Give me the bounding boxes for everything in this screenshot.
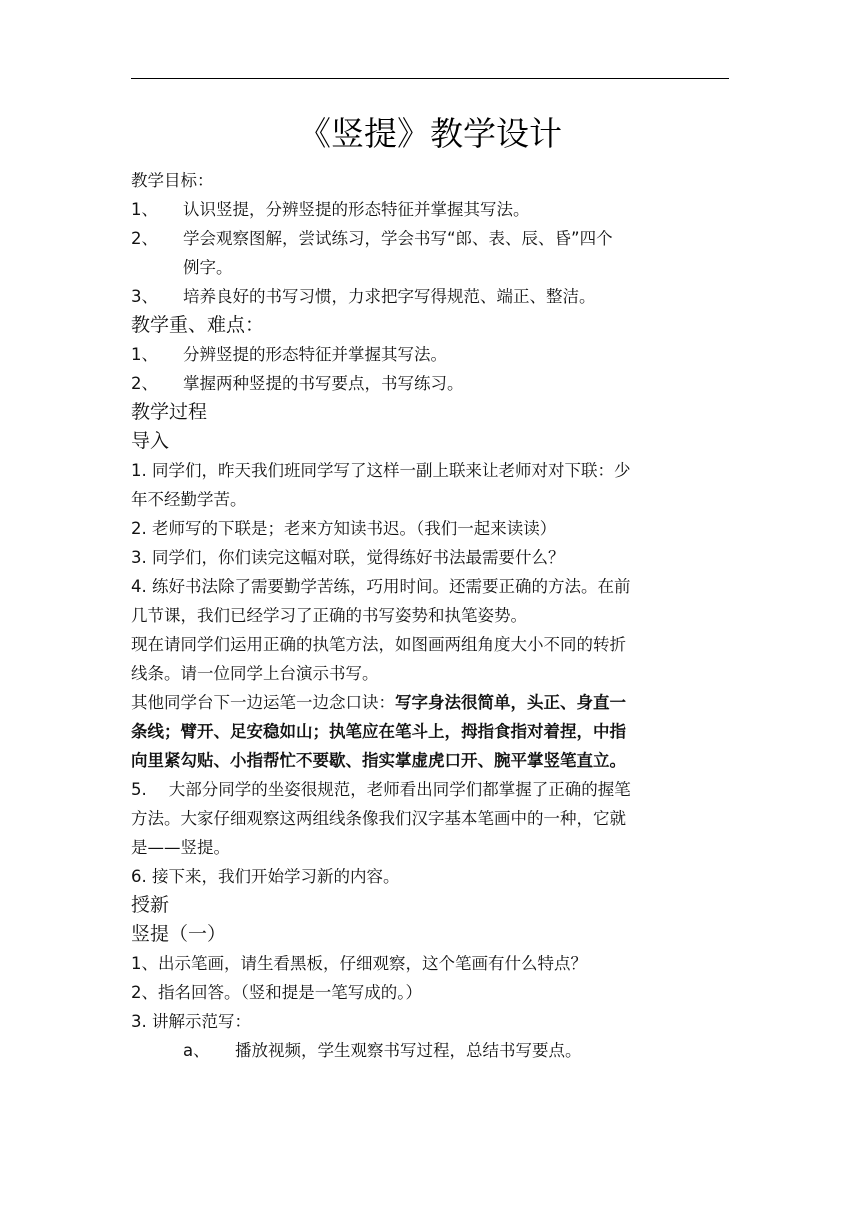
- section1-subitem: [131, 1036, 731, 1065]
- intro-line: 年不经勤学苦。: [131, 490, 247, 509]
- section1-line: 1、出示笔画，请生看黑板，仔细观察，这个笔画有什么特点？: [131, 954, 587, 973]
- objective-num: 2、: [131, 229, 158, 248]
- intro-line: 是——竖提。: [131, 838, 230, 857]
- intro-line: [131, 775, 731, 804]
- section1-line: 2、指名回答。（竖和提是一笔写成的。）: [131, 983, 422, 1002]
- objective-num: 3、: [131, 287, 158, 306]
- key-point-item: [131, 340, 731, 369]
- objective-item: [131, 282, 731, 311]
- intro-line: 2. 老师写的下联是；老来方知读书迟。（我们一起来读读）: [131, 519, 557, 538]
- key-point-text: 掌握两种竖提的书写要点，书写练习。: [183, 374, 464, 393]
- intro-line: 4. 练好书法除了需要勤学苦练，巧用时间。还需要正确的方法。在前: [131, 577, 631, 596]
- intro-line: 现在请同学们运用正确的执笔方法，如图画两组角度大小不同的转折: [131, 635, 626, 654]
- subitem-num: a、: [183, 1041, 210, 1060]
- mnemonic-line: 向里紧勾贴、小指帮忙不要歇、指实掌虚虎口开、腕平掌竖笔直立。: [131, 751, 626, 770]
- intro-plain-text: 其他同学台下一边运笔一边念口诀：: [131, 693, 395, 712]
- key-point-num: 2、: [131, 374, 158, 393]
- intro-heading: 导入: [131, 430, 170, 452]
- objective-text-cont: 例字。: [183, 258, 233, 277]
- intro-line: 3. 同学们，你们读完这幅对联，觉得练好书法最需要什么？: [131, 548, 565, 567]
- intro-num: 5.: [131, 780, 147, 799]
- intro-text: 大部分同学的坐姿很规范，老师看出同学们都掌握了正确的握笔: [168, 780, 631, 799]
- subitem-text: 播放视频，学生观察书写过程，总结书写要点。: [235, 1041, 582, 1060]
- intro-line: 1. 同学们，昨天我们班同学写了这样一副上联来让老师对对下联：少: [131, 461, 631, 480]
- intro-line: 方法。大家仔细观察这两组线条像我们汉字基本笔画中的一种，它就: [131, 809, 626, 828]
- objective-text: 学会观察图解，尝试练习，学会书写“郎、表、辰、昏”四个: [183, 229, 613, 248]
- mnemonic-text: 写字身法很简单，头正、身直一: [395, 693, 626, 712]
- mnemonic-line: 条线；臂开、足安稳如山；执笔应在笔斗上，拇指食指对着捏，中指: [131, 722, 626, 741]
- key-point-num: 1、: [131, 345, 158, 364]
- objective-item: [131, 195, 731, 224]
- process-heading: 教学过程: [131, 401, 208, 423]
- intro-line: 几节课，我们已经学习了正确的书写姿势和执笔姿势。: [131, 606, 527, 625]
- intro-line: 6. 接下来，我们开始学习新的内容。: [131, 867, 400, 886]
- intro-line: 线条。请一位同学上台演示书写。: [131, 664, 379, 683]
- key-point-text: 分辨竖提的形态特征并掌握其写法。: [183, 345, 447, 364]
- objective-text: 认识竖提，分辨竖提的形态特征并掌握其写法。: [183, 200, 530, 219]
- key-point-item: [131, 369, 731, 398]
- new-lesson-heading: 授新: [131, 894, 170, 916]
- objective-num: 1、: [131, 200, 158, 219]
- objectives-heading: 教学目标：: [131, 171, 214, 190]
- section1-heading: 竖提（一）: [131, 923, 227, 945]
- key-points-heading: 教学重、难点：: [131, 314, 265, 336]
- objective-text: 培养良好的书写习惯，力求把字写得规范、端正、整洁。: [183, 287, 596, 306]
- page-title: 《竖提》教学设计: [298, 114, 562, 153]
- document-body: [131, 166, 731, 1065]
- section1-line: 3. 讲解示范写：: [131, 1012, 251, 1031]
- header-rule: [131, 78, 729, 79]
- objective-item: [131, 224, 731, 253]
- intro-line: [131, 688, 731, 717]
